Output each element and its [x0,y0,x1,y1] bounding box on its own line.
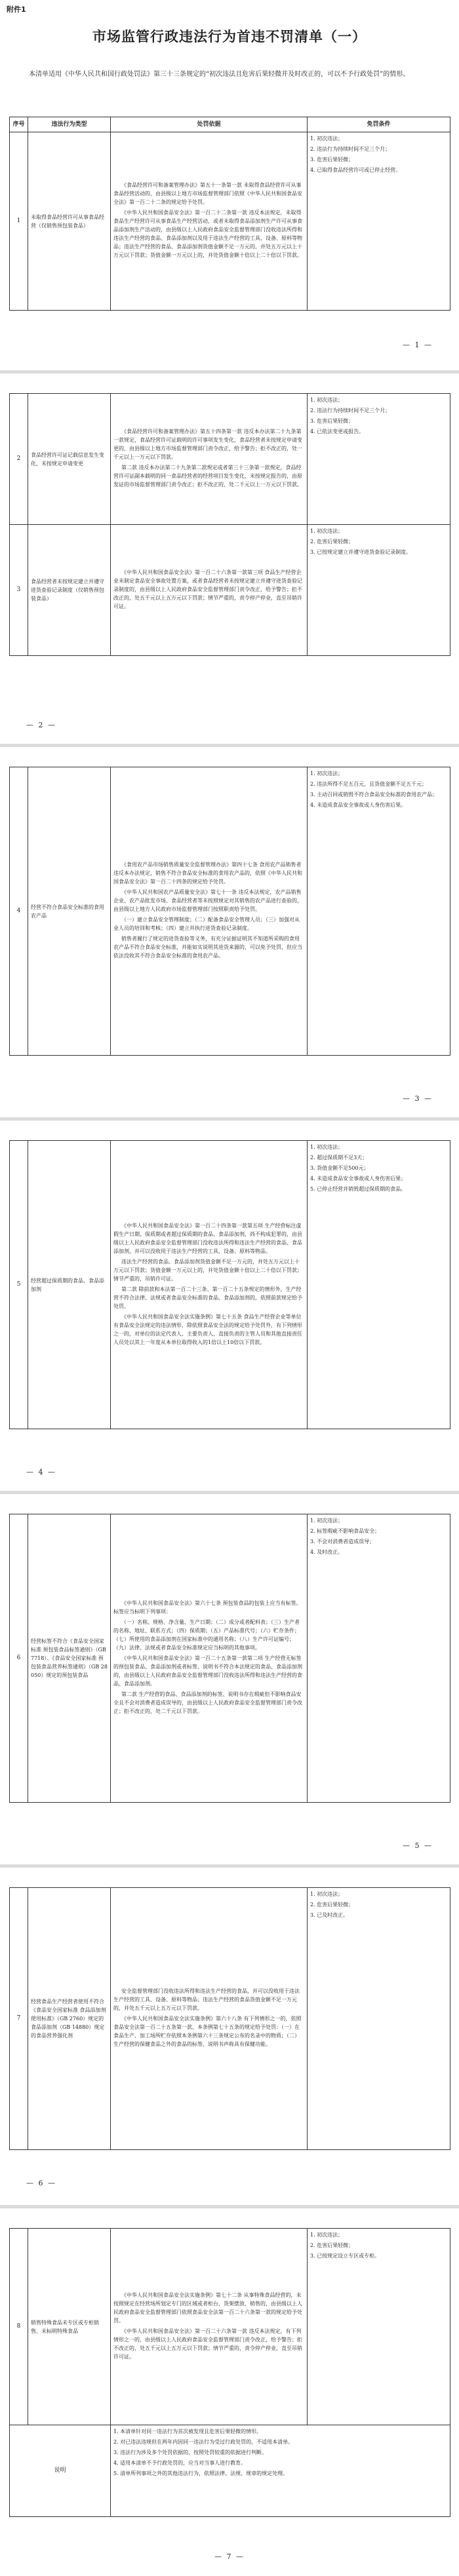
row-number: 1 [10,132,28,311]
penalty-basis: 《食品经营许可和备案管理办法》第五十一条第一款 未取得食品经营许可从事食品经营活动的，由县级以上地方市场监督管理部门依照《中华人民共和国食品安全法》第一百二十二条的规定给予处罚。 《中华人民共和国食品安全法》第一百二十二条第一款 违反本法规定，未取得食品生产经营许可从事食品生产经营活动，或者未取得食品添加剂生产许可从事食品添加剂生产活动的，由县级以上人民政府食品安全监督管理部门没收违法所得和违法生产经营的食品、食品添加剂以及用于违法生产经营的工具、设备、原料等物品；违法生产经营的食品、食品添加剂货值金额不足一万元的，并处五万元以上十万元以下罚款；货值金额一万元以上的，并处货值金额十倍以上二十倍以下罚款。 [111,132,308,311]
page-number: — 4 — [26,1468,56,1476]
penalty-table-part-1 [9,117,450,311]
violation-type: 食品经营者未按规定建立并遵守进货查验记录制度（仅销售预包装食品） [28,525,111,656]
page-number: — 5 — [403,1841,433,1850]
col-header-no: 序号 [10,117,28,132]
notes-content: 1. 本清单针对同一违法行为首次被发现且危害后果轻微的情形。 2. 对已违法违规但在两年内因同一违法行为受过行政处罚的，不适用本清单。 3. 违法行为涉及多个处罚依据的，按照处罚较重的依据进行判断。 4. 适用本清单不予行政处罚的，应当对当事人进行教育。 5. 清单所列事项之外的其他违法行为，依照法律、法规、规章的规定处理。 [111,2425,450,2517]
table-row [10,1514,450,1803]
table-row [10,132,450,311]
col-header-basis: 处罚依据 [111,117,308,132]
row-number: 6 [10,1514,28,1803]
col-header-conditions: 免罚条件 [308,117,450,132]
page-number: — 7 — [214,2552,245,2561]
exemption-conditions: 1. 初次违法； 2. 危害后果轻微； 3. 已及时改正。 [308,1888,450,2150]
penalty-basis: 《中华人民共和国食品安全法》第六十七条 预包装食品的包装上应当有标签。标签应当标明下列事项： （一）名称、规格、净含量、生产日期；（二）成分或者配料表；（三）生产者的名称、地址、联系方式；（四）保质期；（五）产品标准代号；（六）贮存条件；（七）所使用的食品添加剂在国家标准中的通用名称；（八）生产许可证编号；（九）法律、法规或者食品安全标准规定应当标明的其他事项。 《中华人民共和国食品安全法》第一百二十五条第一款第二项 生产经营无标签的预包装食品、食品添加剂或者标签、说明书不符合本法规定的食品、食品添加剂的，由县级以上人民政府食品安全监督管理部门没收违法所得和违法生产经营的食品、食品添加剂。 第二款 生产经营的食品、食品添加剂的标签、说明书存在瑕疵但不影响食品安全且不会对消费者造成误导的，由县级以上人民政府食品安全监督管理部门责令改正；拒不改正的，处二千元以下罚款。 [111,1514,308,1803]
table-row [10,1888,450,2150]
penalty-basis: 《中华人民共和国食品安全法》第一百二十六条第一款第三项 食品生产经营企业未制定食品安全事故处置方案，或者食品经营者未按规定建立并遵守进货查验记录制度的，由县级以上人民政府食品安全监督管理部门责令改正，给予警告；拒不改正的，处五千元以上五万元以下罚款；情节严重的，责令停产停业，直至吊销许可证。 [111,525,308,656]
table-row [10,1141,450,1429]
table-row [10,394,450,525]
attachment-tag: 附件1 [7,5,26,14]
penalty-basis: 《中华人民共和国食品安全法》第一百二十四条第一款第五项 生产经营标注虚假生产日期、保质期或者超过保质期的食品、食品添加剂，尚不构成犯罪的，由县级以上人民政府食品安全监督管理部门没收违法所得和违法生产经营的食品、食品添加剂，并可以没收用于违法生产经营的工具、设备、原料等物品。 违法生产经营的食品、食品添加剂货值金额不足一万元的，并处五万元以上十万元以下罚款；货值金额一万元以上的，并处货值金额十倍以上二十倍以下罚款；情节严重的，吊销许可证。 第二款 除前款和本法第一百二十三条、第一百二十五条规定的情形外，生产经营不符合法律、法规或者食品安全标准的食品、食品添加剂的，依照前款规定给予处罚。 《中华人民共和国食品安全法实施条例》第七十五条 食品生产经营企业等单位有食品安全法规定的违法情形，除依照食品安全法的规定给予处罚外，有下列情形之一的，对单位的法定代表人、主要负责人、直接负责的主管人员和其他直接责任人员处以其上一年度从本单位取得收入的1倍以上10倍以下罚款。 [111,1141,308,1429]
page-6 [0,1868,459,2205]
page-number: — 3 — [403,1094,433,1103]
page-4 [0,1121,459,1491]
row-number: 2 [10,394,28,525]
penalty-table-part-2 [9,393,450,656]
page-5 [0,1494,459,1864]
table-row [10,767,450,1056]
violation-type: 未取得食品经营许可从事食品经营（仅销售预包装食品） [28,132,111,311]
document-title: 市场监管行政违法行为首违不罚清单（一） [92,28,367,45]
preamble-text: 本清单适用《中华人民共和国行政处罚法》第三十三条规定的“初次违法且危害后果轻微并及时改正的，可以不予行政处罚”的情形。 [29,71,410,78]
penalty-table-part-4 [9,1140,450,1429]
exemption-conditions: 1. 初次违法； 2. 超过保质期不足3天； 3. 货值金额不足500元； 4. 未造成食品安全事故或人身伤害后果； 5. 已停止经营并销毁超过保质期的食品。 [308,1141,450,1429]
row-number: 4 [10,767,28,1056]
violation-type: 经营标签不符合《食品安全国家标准 预包装食品标签通则》（GB 7718）、《食品安全国家标准 预包装食品营养标签通则》（GB 28050）规定的预包装食品 [28,1514,111,1803]
page-number: — 6 — [26,2179,56,2187]
page-2 [0,374,459,744]
violation-type: 销售特殊食品未专区或专柜销售、未标明特殊食品 [28,2229,111,2425]
page-number: — 2 — [26,721,56,729]
notes-row [10,2425,450,2517]
notes-label: 说明 [10,2425,111,2517]
row-number: 7 [10,1888,28,2150]
row-number: 5 [10,1141,28,1429]
penalty-basis: 《食用农产品市场销售质量安全监督管理办法》第四十七条 食用农产品销售者违反本办法规定，销售不符合食品安全标准的食用农产品的，依照《中华人民共和国食品安全法》第一百二十四条的规定给予处罚。 《中华人民共和国农产品质量安全法》第七十一条 违反本法规定，农产品销售企业、农产品批发市场、食品经营者等未按照规定对其销售的农产品进行查验的，由县级以上地方人民政府市场监督管理部门按照职责给予处罚。 （一）建立食品安全管理制度；（二）配备食品安全管理人员；（三）加强对从业人员的培训和考核；（四）建立并执行进货查验记录制度。 销售者履行了规定的进货查验等义务，有充分证据证明其不知道所采购的食用农产品不符合食品安全标准，并能如实说明其进货来源的，可以免予处罚，但应当依法没收其不符合食品安全标准的食用农产品。 [111,767,308,1056]
exemption-conditions: 1. 初次违法； 2. 违法行为持续时间不足三个月； 3. 危害后果轻微； 4. 已依法变更或报告。 [308,394,450,525]
exemption-conditions: 1. 初次违法； 2. 违法行为持续时间不足三个月； 3. 危害后果轻微； 4. 已取得食品经营许可或已停止经营。 [308,132,450,311]
page-3 [0,747,459,1117]
violation-type: 食品经营许可证记载信息发生变化，未按规定申请变更 [28,394,111,525]
col-header-type: 违法行为类型 [28,117,111,132]
exemption-conditions: 1. 初次违法； 2. 违法所得不足五百元，且货值金额不足五千元； 3. 主动召回或销毁不符合食品安全标准的食用农产品； 4. 未造成食品安全事故或人身伤害后果。 [308,767,450,1056]
penalty-basis: 安全监督管理部门没收违法所得和违法生产经营的食品，并可以没收用于违法生产经营的工具、设备、原料等物品；违法生产经营的食品货值金额不足一万元的，并处五千元以上五万元以下罚款。 《中华人民共和国食品安全法实施条例》第六十八条 有下列情形之一的，依照食品安全法第一百二十五条第一款、本条例第七十五条的规定给予处罚：（一）在食品生产、加工场所贮存依照本条例第六十三条规定公布的名录中的物质；（二）生产经营的保健食品之外的食品的标签、说明书声称具有保健功能。 [111,1888,308,2150]
penalty-table-part-3 [9,767,450,1056]
violation-type: 经营食品生产经营者使用不符合《食品安全国家标准 食品添加剂使用标准》（GB 2760）规定的食品添加剂（GB 14880）规定的食品营养强化剂 [28,1888,111,2150]
table-row [10,525,450,656]
row-number: 3 [10,525,28,656]
penalty-basis: 《中华人民共和国食品安全法实施条例》第七十二条 从事特殊食品经营的，未按照规定在经营场所划定专门的区域或者柜台、货架摆放、销售的，由县级以上人民政府食品安全监督管理部门依照食品安全法第一百二十六条第一款的规定给予处罚。 《中华人民共和国食品安全法》第一百二十六条第一款 违反本法规定，有下列情形之一的，由县级以上人民政府食品安全监督管理部门责令改正，给予警告；拒不改正的，处五千元以上五万元以下罚款；情节严重的，责令停产停业，直至吊销许可证。 [111,2229,308,2425]
table-row [10,2229,450,2425]
table-header-row [10,117,450,132]
row-number: 8 [10,2229,28,2425]
penalty-basis: 《食品经营许可和备案管理办法》第五十四条第一款 违反本办法第二十九条第一款规定，食品经营许可证载明的许可事项发生变化，食品经营者未按规定申请变更的，由县级以上地方市场监督管理部门责令改正，给予警告；拒不改正的，处一千元以上一万元以下罚款。 第二款 违反本办法第二十九条第二款规定或者第三十三条第一款规定，食品经营许可证副本载明的同一食品经营者的经营项目发生变化，未按规定报告的，由原发证的市场监督管理部门责令改正；拒不改正的，处二千元以上一万元以下罚款。 [111,394,308,525]
exemption-conditions: 1. 初次违法； 2. 标签瑕疵不影响食品安全； 3. 不会对消费者造成误导； 4. 及时改正。 [308,1514,450,1803]
violation-type: 经营超过保质期的食品、食品添加剂 [28,1141,111,1429]
exemption-conditions: 1. 初次违法； 2. 危害后果轻微； 3. 已按规定设立专区或专柜。 [308,2229,450,2425]
page-7 [0,2208,459,2576]
violation-type: 经营不符合食品安全标准的食用农产品 [28,767,111,1056]
penalty-table-part-5 [9,1514,450,1803]
page-number: — 1 — [403,341,433,349]
penalty-table-part-6 [9,1887,450,2150]
page-1 [0,0,459,370]
penalty-table-part-7 [9,2228,450,2517]
exemption-conditions: 1. 初次违法； 2. 危害后果轻微； 3. 已按规定建立并遵守进货查验记录制度。 [308,525,450,656]
